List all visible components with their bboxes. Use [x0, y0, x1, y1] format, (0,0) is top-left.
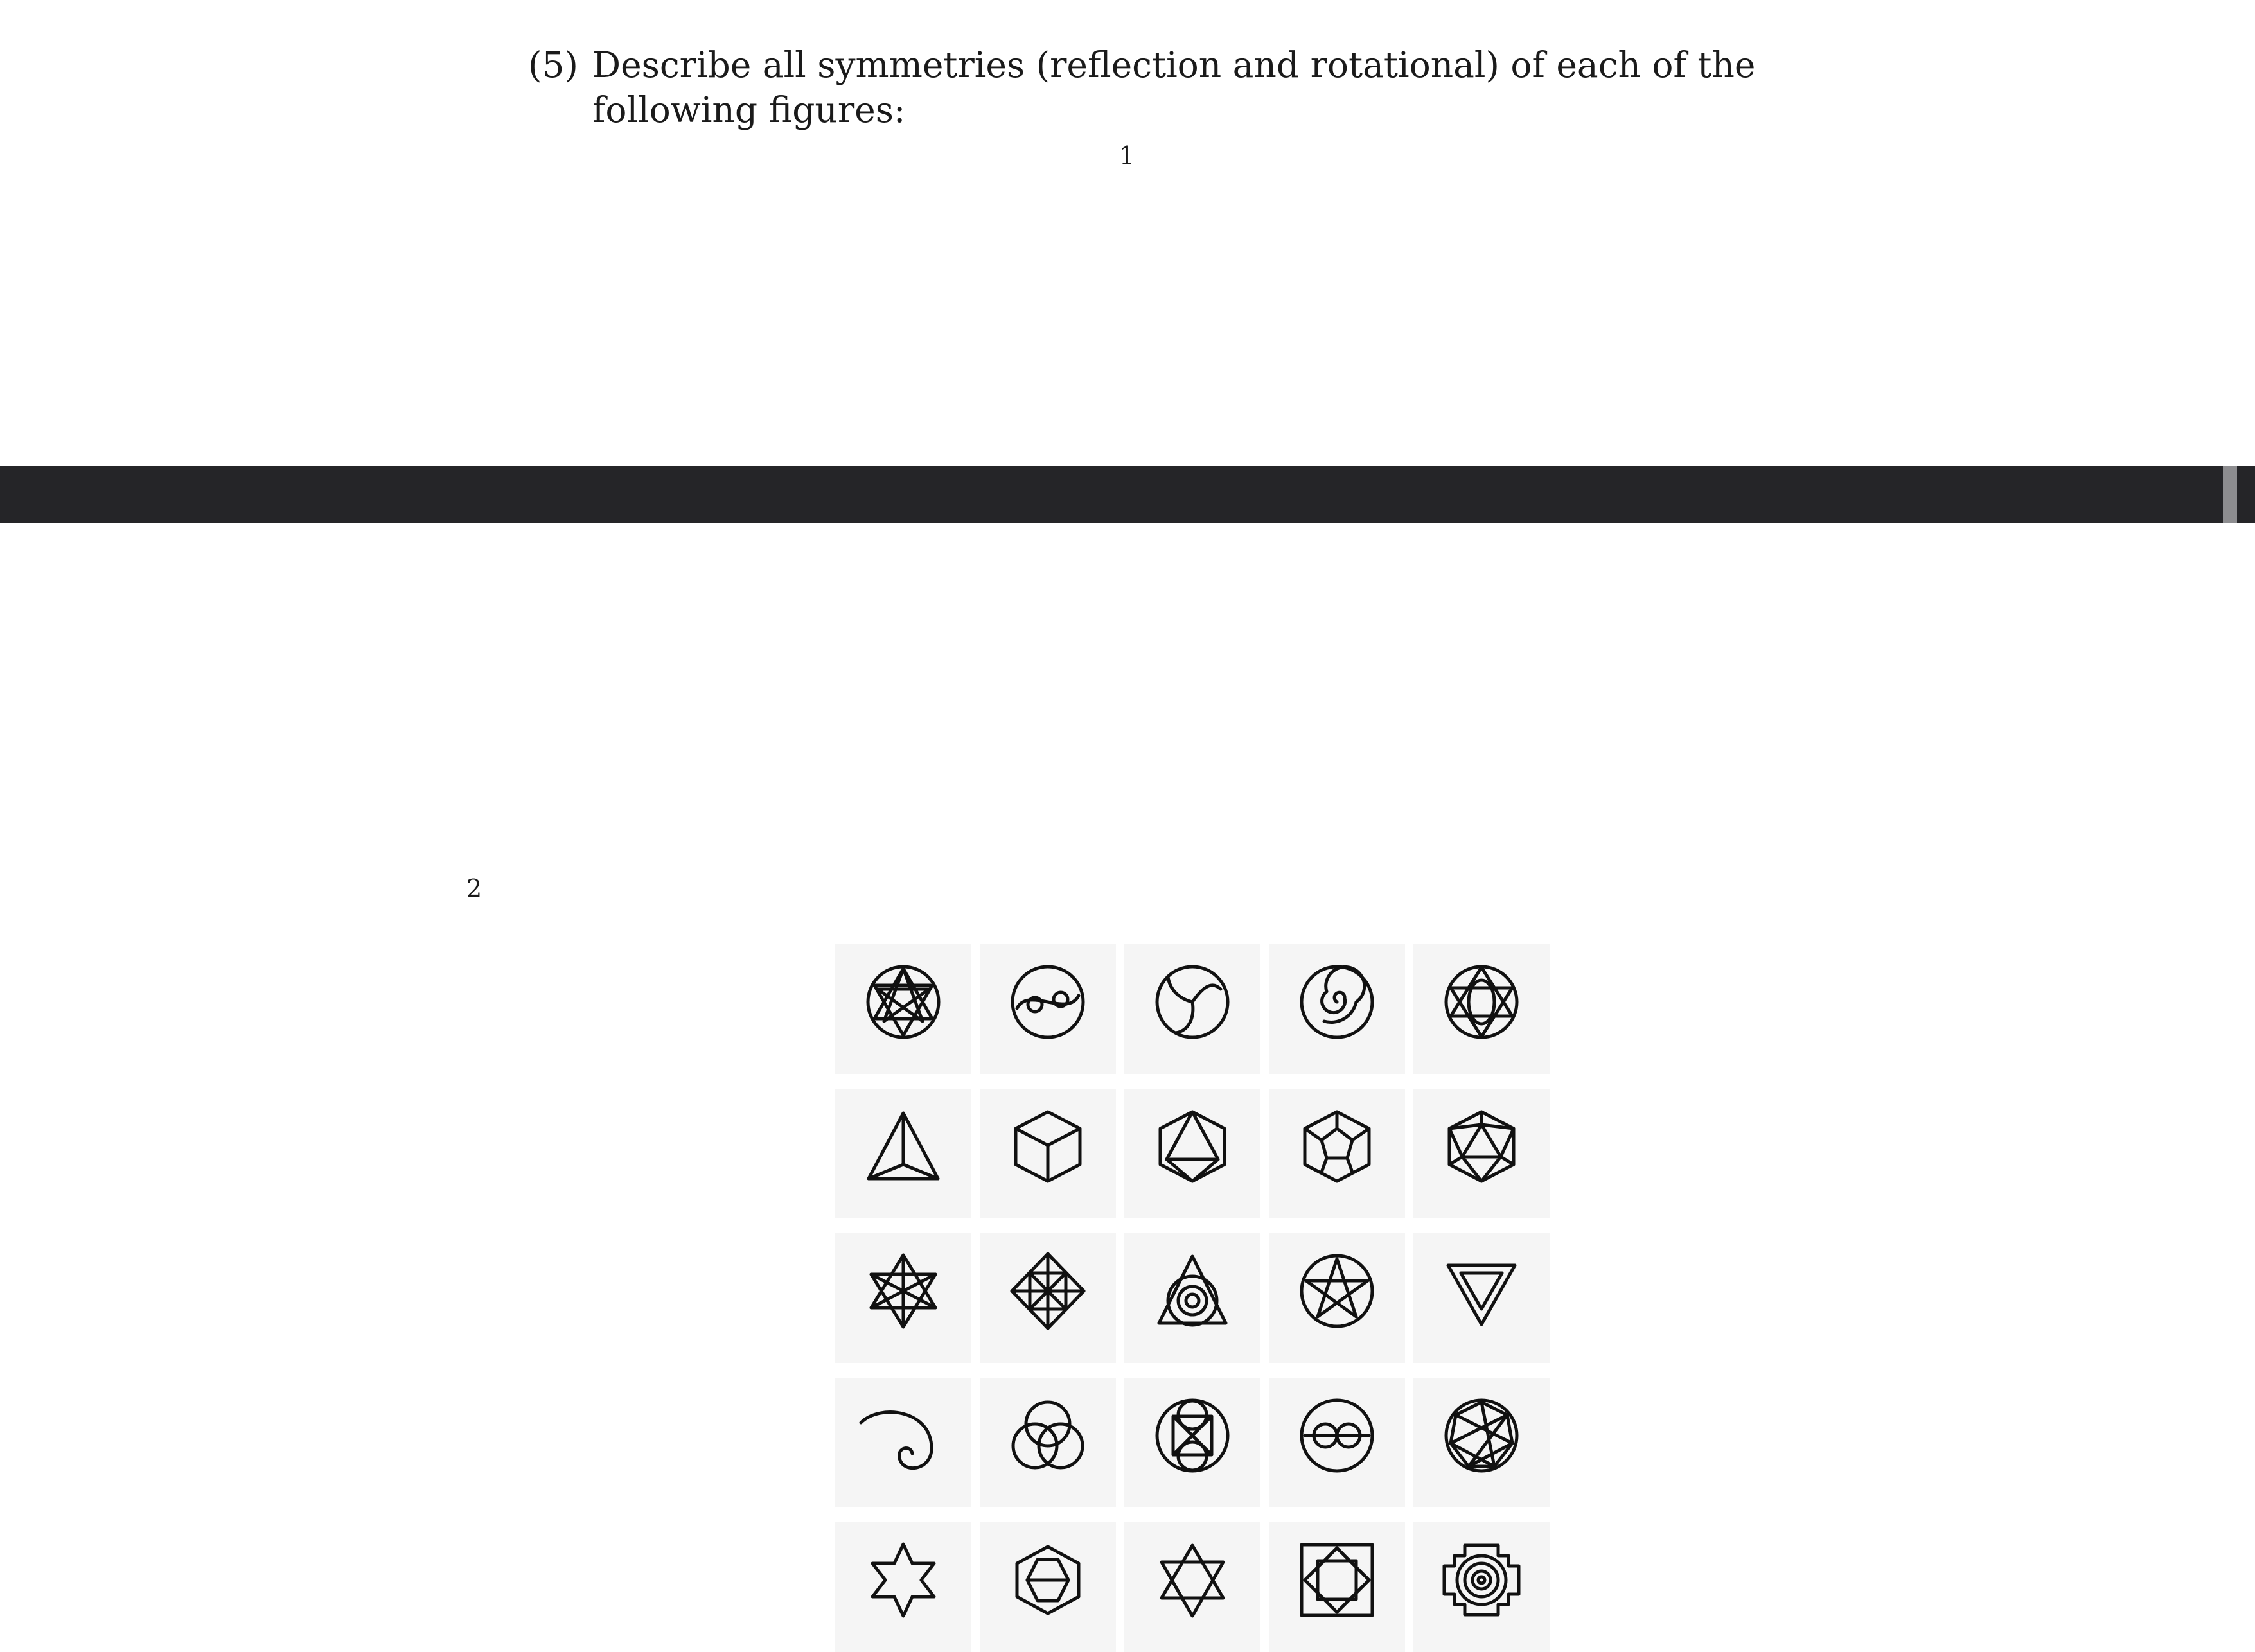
figure-cell	[980, 1378, 1116, 1507]
figure-cell	[1124, 1522, 1260, 1652]
figure-cell	[1269, 1089, 1405, 1218]
figure-cell	[980, 1522, 1116, 1652]
hexagon-knot-icon	[980, 1522, 1116, 1652]
problem-text: Describe all symmetries (reflection and rotational) of each of the following figures:	[592, 44, 1756, 130]
figure-cell	[980, 1233, 1116, 1363]
figure-cell	[1124, 1233, 1260, 1363]
figure-cell	[835, 944, 971, 1074]
page-separator	[0, 466, 2255, 523]
problem-number: (5)	[528, 44, 578, 85]
figure-cell	[1413, 1233, 1550, 1363]
figure-cell	[1124, 1378, 1260, 1507]
figure-cell	[1269, 944, 1405, 1074]
merkaba-star-icon	[835, 1233, 971, 1363]
figure-cell	[980, 944, 1116, 1074]
triangle-circle-icon	[1124, 1233, 1260, 1363]
figure-cell	[835, 1522, 971, 1652]
figure-cell	[1269, 1522, 1405, 1652]
square-diamond-icon	[1269, 1522, 1405, 1652]
star-circle-icon	[1413, 944, 1550, 1074]
figure-cell	[1413, 1522, 1550, 1652]
page-number: 1	[1119, 141, 1135, 170]
page-number: 2	[466, 874, 482, 902]
triple-circle-icon	[980, 1378, 1116, 1507]
heptagram-circle-icon	[1413, 1378, 1550, 1507]
octagram-icon	[835, 1522, 971, 1652]
hexagram-icon	[1124, 1522, 1260, 1652]
figure-cell	[1124, 1089, 1260, 1218]
figure-cell	[835, 1378, 971, 1507]
pdf-page-2	[0, 523, 2255, 1645]
scrollbar-thumb[interactable]	[2223, 466, 2237, 523]
cube-icon	[980, 1089, 1116, 1218]
figure-cell	[835, 1233, 971, 1363]
spiral-icon	[835, 1378, 971, 1507]
spiral-circle-icon	[1269, 944, 1405, 1074]
square-circles-icon	[1124, 1378, 1260, 1507]
triskele-icon	[1124, 944, 1260, 1074]
tetrahedron-icon	[835, 1089, 971, 1218]
icosahedron-icon	[1413, 1089, 1550, 1218]
yin-yang-spirals-icon	[980, 944, 1116, 1074]
figure-cell	[980, 1089, 1116, 1218]
figure-cell	[1413, 944, 1550, 1074]
pentagram-circle-icon	[1269, 1233, 1405, 1363]
figure-cell	[1413, 1378, 1550, 1507]
figure-cell	[1413, 1089, 1550, 1218]
figure-cell	[1124, 944, 1260, 1074]
octahedron-star-icon	[980, 1233, 1116, 1363]
dodecahedron-icon	[1269, 1089, 1405, 1218]
star-in-circle-icon	[835, 944, 971, 1074]
pdf-page-1	[0, 0, 2255, 466]
figure-cell	[835, 1089, 971, 1218]
infinity-circle-icon	[1269, 1378, 1405, 1507]
figure-cell	[1269, 1233, 1405, 1363]
octahedron-icon	[1124, 1089, 1260, 1218]
mandala-icon	[1413, 1522, 1550, 1652]
figure-cell	[1269, 1378, 1405, 1507]
nested-triangles-icon	[1413, 1233, 1550, 1363]
